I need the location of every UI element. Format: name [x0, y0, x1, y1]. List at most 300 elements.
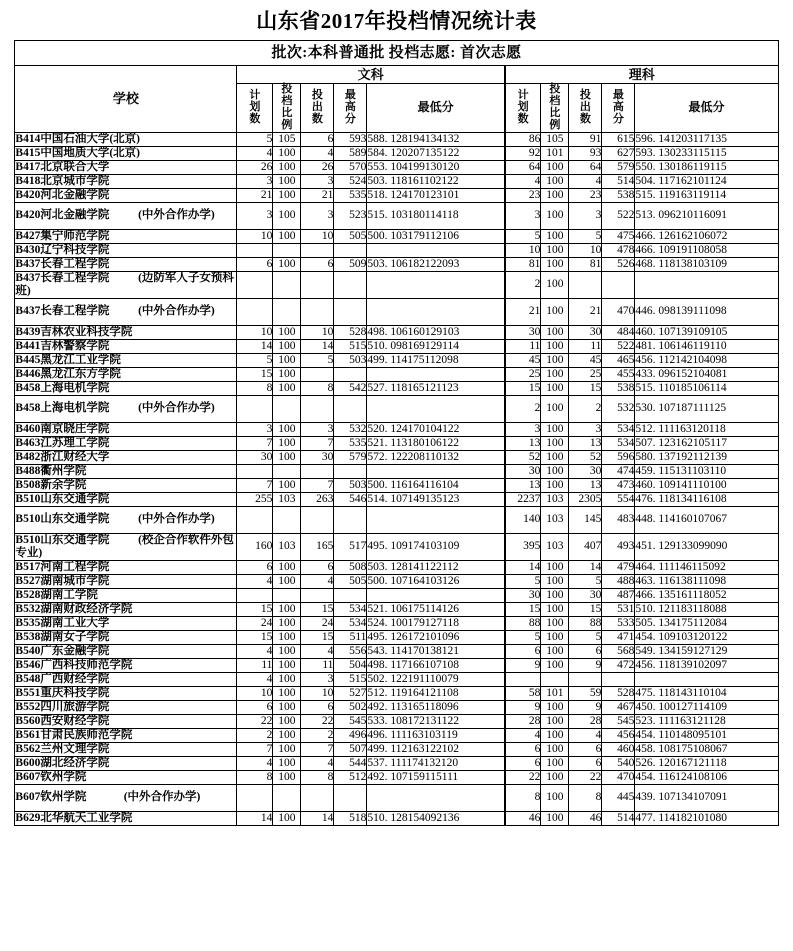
science-admitted-cell: 407: [569, 533, 602, 560]
liberal-low-cell: 518. 124170123101: [367, 188, 505, 202]
liberal-plan-cell: 7: [237, 742, 273, 756]
liberal-low-cell: 514. 107149135123: [367, 492, 505, 506]
table-row: [15, 658, 778, 672]
science-ratio-cell: 100: [541, 602, 569, 616]
science-high-cell: 514: [602, 811, 635, 825]
liberal-high-cell: 505: [334, 229, 367, 243]
liberal-high-cell: [334, 395, 367, 422]
liberal-admitted-cell: 15: [301, 602, 334, 616]
liberal-high-cell: 523: [334, 202, 367, 229]
group-header-liberal-arts: 文科: [237, 66, 505, 84]
table-row: [15, 700, 778, 714]
liberal-high-cell: 545: [334, 714, 367, 728]
science-high-cell: 579: [602, 160, 635, 174]
science-high-cell: 538: [602, 381, 635, 395]
table-row: [15, 616, 778, 630]
liberal-low-cell: 500. 116164116104: [367, 478, 505, 492]
liberal-admitted-cell: 4: [301, 756, 334, 770]
science-high-cell: 467: [602, 700, 635, 714]
science-low-cell: 593. 130233115115: [635, 146, 778, 160]
liberal-high-cell: 534: [334, 602, 367, 616]
science-admitted-cell: 15: [569, 602, 602, 616]
col-header-liberal-low: 最低分: [367, 84, 505, 133]
science-high-cell: 596: [602, 450, 635, 464]
school-name-cell: B535湖南工业大学: [15, 616, 237, 630]
liberal-high-cell: [334, 367, 367, 381]
science-admitted-cell: 15: [569, 381, 602, 395]
science-plan-cell: 64: [505, 160, 541, 174]
science-low-cell: 456. 118139102097: [635, 658, 778, 672]
col-header-liberal-ratio: 投 档 比 例: [273, 84, 301, 133]
col-header-science-low: 最低分: [635, 84, 778, 133]
science-admitted-cell: 23: [569, 188, 602, 202]
science-plan-cell: 30: [505, 588, 541, 602]
liberal-admitted-cell: 7: [301, 478, 334, 492]
liberal-ratio-cell: 100: [273, 658, 301, 672]
science-low-cell: 505. 134175112084: [635, 616, 778, 630]
liberal-low-cell: 537. 111174132120: [367, 756, 505, 770]
liberal-high-cell: 579: [334, 450, 367, 464]
science-plan-cell: 21: [505, 298, 541, 325]
liberal-admitted-cell: 7: [301, 436, 334, 450]
col-header-school: 学校: [15, 66, 237, 133]
science-plan-cell: 45: [505, 353, 541, 367]
liberal-ratio-cell: 100: [273, 714, 301, 728]
liberal-low-cell: 572. 122208110132: [367, 450, 505, 464]
science-low-cell: 504. 117162101124: [635, 174, 778, 188]
science-admitted-cell: 81: [569, 257, 602, 271]
liberal-ratio-cell: 100: [273, 560, 301, 574]
liberal-ratio-cell: [273, 271, 301, 298]
liberal-high-cell: 542: [334, 381, 367, 395]
science-plan-cell: 13: [505, 436, 541, 450]
science-high-cell: 493: [602, 533, 635, 560]
liberal-low-cell: 553. 104199130120: [367, 160, 505, 174]
liberal-plan-cell: 2: [237, 728, 273, 742]
liberal-plan-cell: 255: [237, 492, 273, 506]
science-low-cell: 515. 119163119114: [635, 188, 778, 202]
science-ratio-cell: 100: [541, 298, 569, 325]
table-row: [15, 325, 778, 339]
liberal-ratio-cell: 100: [273, 188, 301, 202]
liberal-plan-cell: 4: [237, 574, 273, 588]
science-low-cell: 446. 098139111098: [635, 298, 778, 325]
science-ratio-cell: 100: [541, 630, 569, 644]
school-name-cell: B546广西科技师范学院: [15, 658, 237, 672]
science-high-cell: 514: [602, 174, 635, 188]
liberal-plan-cell: 26: [237, 160, 273, 174]
liberal-low-cell: [367, 243, 505, 257]
school-name-cell: B437长春工程学院 (边防军人子女预科班): [15, 271, 237, 298]
liberal-ratio-cell: 100: [273, 770, 301, 784]
school-name-cell: B458上海电机学院 (中外合作办学): [15, 395, 237, 422]
liberal-admitted-cell: [301, 464, 334, 478]
liberal-plan-cell: 6: [237, 560, 273, 574]
liberal-ratio-cell: 100: [273, 616, 301, 630]
liberal-plan-cell: [237, 588, 273, 602]
table-row: [15, 353, 778, 367]
liberal-plan-cell: 4: [237, 756, 273, 770]
science-ratio-cell: 100: [541, 188, 569, 202]
science-admitted-cell: 5: [569, 574, 602, 588]
liberal-admitted-cell: 7: [301, 742, 334, 756]
school-name-cell: B629北华航天工业学院: [15, 811, 237, 825]
science-plan-cell: 15: [505, 381, 541, 395]
school-name-cell: B552四川旅游学院: [15, 700, 237, 714]
school-name-cell: B510山东交通学院: [15, 492, 237, 506]
school-name-cell: B446黑龙江东方学院: [15, 367, 237, 381]
science-high-cell: 522: [602, 339, 635, 353]
science-ratio-cell: 100: [541, 422, 569, 436]
science-admitted-cell: 88: [569, 616, 602, 630]
science-ratio-cell: 100: [541, 160, 569, 174]
table-row: [15, 811, 778, 825]
school-name-cell: B527湖南城市学院: [15, 574, 237, 588]
liberal-low-cell: 492. 113165118096: [367, 700, 505, 714]
liberal-low-cell: 499. 114175112098: [367, 353, 505, 367]
liberal-ratio-cell: 103: [273, 492, 301, 506]
group-header-science: 理科: [505, 66, 778, 84]
liberal-high-cell: 556: [334, 644, 367, 658]
science-plan-cell: 5: [505, 574, 541, 588]
science-low-cell: 439. 107134107091: [635, 784, 778, 811]
science-admitted-cell: 3: [569, 422, 602, 436]
science-admitted-cell: 2: [569, 395, 602, 422]
liberal-plan-cell: [237, 298, 273, 325]
science-low-cell: 460. 109141110100: [635, 478, 778, 492]
science-low-cell: 466. 109191108058: [635, 243, 778, 257]
liberal-admitted-cell: [301, 588, 334, 602]
science-plan-cell: 30: [505, 325, 541, 339]
science-plan-cell: 58: [505, 686, 541, 700]
liberal-plan-cell: 14: [237, 811, 273, 825]
school-name-cell: B437长春工程学院: [15, 257, 237, 271]
science-plan-cell: 3: [505, 422, 541, 436]
school-name-cell: B510山东交通学院 (校企合作软件外包专业): [15, 533, 237, 560]
school-name-cell: B430辽宁科技学院: [15, 243, 237, 257]
liberal-ratio-cell: 100: [273, 811, 301, 825]
science-ratio-cell: 100: [541, 229, 569, 243]
school-name-cell: B538湖南女子学院: [15, 630, 237, 644]
science-ratio-cell: 100: [541, 478, 569, 492]
liberal-plan-cell: 22: [237, 714, 273, 728]
liberal-low-cell: 521. 106175114126: [367, 602, 505, 616]
table-row: [15, 533, 778, 560]
liberal-high-cell: 515: [334, 339, 367, 353]
liberal-low-cell: 503. 106182122093: [367, 257, 505, 271]
science-high-cell: 554: [602, 492, 635, 506]
liberal-high-cell: 535: [334, 188, 367, 202]
liberal-high-cell: 535: [334, 436, 367, 450]
liberal-admitted-cell: 4: [301, 644, 334, 658]
liberal-admitted-cell: 3: [301, 202, 334, 229]
liberal-high-cell: 528: [334, 325, 367, 339]
liberal-admitted-cell: 21: [301, 188, 334, 202]
science-plan-cell: 9: [505, 658, 541, 672]
table-row: [15, 560, 778, 574]
liberal-ratio-cell: 100: [273, 728, 301, 742]
science-high-cell: 534: [602, 436, 635, 450]
science-plan-cell: 86: [505, 132, 541, 146]
science-plan-cell: 4: [505, 174, 541, 188]
liberal-plan-cell: 8: [237, 381, 273, 395]
science-admitted-cell: 14: [569, 560, 602, 574]
liberal-admitted-cell: [301, 271, 334, 298]
science-admitted-cell: 45: [569, 353, 602, 367]
liberal-low-cell: 492. 107159115111: [367, 770, 505, 784]
science-high-cell: 473: [602, 478, 635, 492]
liberal-ratio-cell: [273, 784, 301, 811]
liberal-high-cell: 509: [334, 257, 367, 271]
science-admitted-cell: 3: [569, 202, 602, 229]
school-name-cell: B482浙江财经大学: [15, 450, 237, 464]
liberal-ratio-cell: [273, 298, 301, 325]
science-plan-cell: 5: [505, 229, 541, 243]
batch-subtitle: 批次:本科普通批 投档志愿: 首次志愿: [15, 41, 778, 66]
science-admitted-cell: 10: [569, 243, 602, 257]
liberal-low-cell: [367, 298, 505, 325]
science-plan-cell: 52: [505, 450, 541, 464]
liberal-admitted-cell: 6: [301, 132, 334, 146]
science-admitted-cell: 5: [569, 630, 602, 644]
liberal-plan-cell: 6: [237, 700, 273, 714]
table-body: [15, 132, 778, 825]
science-plan-cell: 88: [505, 616, 541, 630]
table-row: [15, 756, 778, 770]
school-name-cell: B417北京联合大学: [15, 160, 237, 174]
liberal-admitted-cell: 10: [301, 325, 334, 339]
science-admitted-cell: 64: [569, 160, 602, 174]
science-admitted-cell: 9: [569, 658, 602, 672]
subtitle-row: [15, 41, 778, 66]
school-name-cell: B437长春工程学院 (中外合作办学): [15, 298, 237, 325]
school-name-cell: B560西安财经学院: [15, 714, 237, 728]
science-low-cell: 466. 126162106072: [635, 229, 778, 243]
liberal-plan-cell: 30: [237, 450, 273, 464]
liberal-plan-cell: [237, 784, 273, 811]
liberal-admitted-cell: 6: [301, 700, 334, 714]
science-admitted-cell: 11: [569, 339, 602, 353]
liberal-admitted-cell: 4: [301, 146, 334, 160]
table-row: [15, 784, 778, 811]
liberal-high-cell: 511: [334, 630, 367, 644]
table-row: [15, 381, 778, 395]
science-plan-cell: 23: [505, 188, 541, 202]
science-ratio-cell: 100: [541, 588, 569, 602]
liberal-high-cell: 534: [334, 616, 367, 630]
liberal-ratio-cell: 103: [273, 533, 301, 560]
liberal-admitted-cell: 14: [301, 811, 334, 825]
science-ratio-cell: 100: [541, 756, 569, 770]
liberal-admitted-cell: [301, 298, 334, 325]
school-name-cell: B445黑龙江工业学院: [15, 353, 237, 367]
school-name-cell: B607钦州学院 (中外合作办学): [15, 784, 237, 811]
science-high-cell: 484: [602, 325, 635, 339]
science-admitted-cell: 4: [569, 174, 602, 188]
science-ratio-cell: 100: [541, 174, 569, 188]
science-ratio-cell: 100: [541, 367, 569, 381]
science-high-cell: 478: [602, 243, 635, 257]
science-high-cell: 455: [602, 367, 635, 381]
science-low-cell: 433. 096152104081: [635, 367, 778, 381]
liberal-admitted-cell: 8: [301, 770, 334, 784]
table-row: [15, 630, 778, 644]
science-low-cell: 456. 112142104098: [635, 353, 778, 367]
liberal-admitted-cell: 165: [301, 533, 334, 560]
liberal-high-cell: 544: [334, 756, 367, 770]
liberal-high-cell: 504: [334, 658, 367, 672]
science-admitted-cell: [569, 271, 602, 298]
liberal-ratio-cell: 100: [273, 742, 301, 756]
science-admitted-cell: 6: [569, 644, 602, 658]
science-low-cell: 507. 123162105117: [635, 436, 778, 450]
table-row: [15, 436, 778, 450]
liberal-admitted-cell: 22: [301, 714, 334, 728]
liberal-high-cell: [334, 588, 367, 602]
science-low-cell: 454. 116124108106: [635, 770, 778, 784]
liberal-plan-cell: 7: [237, 478, 273, 492]
science-high-cell: 465: [602, 353, 635, 367]
liberal-ratio-cell: 100: [273, 478, 301, 492]
table-row: [15, 728, 778, 742]
liberal-low-cell: [367, 588, 505, 602]
school-name-cell: B463江苏理工学院: [15, 436, 237, 450]
science-ratio-cell: 100: [541, 202, 569, 229]
science-low-cell: 460. 107139109105: [635, 325, 778, 339]
science-plan-cell: 13: [505, 478, 541, 492]
science-ratio-cell: 100: [541, 381, 569, 395]
liberal-admitted-cell: [301, 367, 334, 381]
liberal-plan-cell: 15: [237, 367, 273, 381]
science-low-cell: 530. 107187111125: [635, 395, 778, 422]
science-ratio-cell: 103: [541, 533, 569, 560]
science-plan-cell: 2: [505, 271, 541, 298]
science-high-cell: 470: [602, 770, 635, 784]
science-admitted-cell: 9: [569, 700, 602, 714]
science-high-cell: 479: [602, 560, 635, 574]
liberal-ratio-cell: 100: [273, 146, 301, 160]
liberal-low-cell: 498. 117166107108: [367, 658, 505, 672]
science-ratio-cell: 100: [541, 436, 569, 450]
science-ratio-cell: 100: [541, 811, 569, 825]
liberal-admitted-cell: 2: [301, 728, 334, 742]
science-plan-cell: 140: [505, 506, 541, 533]
science-low-cell: 454. 110148095101: [635, 728, 778, 742]
liberal-low-cell: [367, 367, 505, 381]
liberal-ratio-cell: 100: [273, 436, 301, 450]
liberal-ratio-cell: 100: [273, 381, 301, 395]
liberal-low-cell: 533. 108172131122: [367, 714, 505, 728]
liberal-plan-cell: 3: [237, 174, 273, 188]
school-name-cell: B418北京城市学院: [15, 174, 237, 188]
liberal-high-cell: 527: [334, 686, 367, 700]
science-plan-cell: 25: [505, 367, 541, 381]
school-name-cell: B420河北金融学院 (中外合作办学): [15, 202, 237, 229]
liberal-ratio-cell: 100: [273, 202, 301, 229]
school-name-cell: B460南京晓庄学院: [15, 422, 237, 436]
table-row: [15, 450, 778, 464]
table-row: [15, 506, 778, 533]
liberal-low-cell: 495. 109174103109: [367, 533, 505, 560]
liberal-low-cell: 588. 128194134132: [367, 132, 505, 146]
table-row: [15, 742, 778, 756]
table-row: [15, 574, 778, 588]
school-name-cell: B607钦州学院: [15, 770, 237, 784]
liberal-high-cell: [334, 506, 367, 533]
liberal-plan-cell: [237, 243, 273, 257]
science-ratio-cell: 103: [541, 492, 569, 506]
liberal-high-cell: [334, 784, 367, 811]
science-ratio-cell: 100: [541, 339, 569, 353]
table-row: [15, 160, 778, 174]
school-name-cell: B488衢州学院: [15, 464, 237, 478]
science-ratio-cell: 100: [541, 257, 569, 271]
liberal-admitted-cell: 10: [301, 686, 334, 700]
science-high-cell: 474: [602, 464, 635, 478]
liberal-ratio-cell: 100: [273, 367, 301, 381]
table-row: [15, 672, 778, 686]
science-admitted-cell: 59: [569, 686, 602, 700]
science-admitted-cell: 8: [569, 784, 602, 811]
science-low-cell: 454. 109103120122: [635, 630, 778, 644]
liberal-high-cell: 546: [334, 492, 367, 506]
table-row: [15, 686, 778, 700]
liberal-ratio-cell: 100: [273, 644, 301, 658]
liberal-ratio-cell: 100: [273, 229, 301, 243]
liberal-low-cell: 498. 106160129103: [367, 325, 505, 339]
liberal-low-cell: 584. 120207135122: [367, 146, 505, 160]
science-admitted-cell: 46: [569, 811, 602, 825]
science-ratio-cell: 100: [541, 728, 569, 742]
col-header-liberal-high: 最 高 分: [334, 84, 367, 133]
science-admitted-cell: 93: [569, 146, 602, 160]
liberal-admitted-cell: [301, 784, 334, 811]
liberal-ratio-cell: 100: [273, 450, 301, 464]
science-ratio-cell: 100: [541, 770, 569, 784]
science-admitted-cell: 5: [569, 229, 602, 243]
science-plan-cell: 6: [505, 756, 541, 770]
science-high-cell: 488: [602, 574, 635, 588]
liberal-low-cell: 515. 103180114118: [367, 202, 505, 229]
table-row: [15, 367, 778, 381]
science-admitted-cell: 91: [569, 132, 602, 146]
school-name-cell: B420河北金融学院: [15, 188, 237, 202]
science-plan-cell: 22: [505, 770, 541, 784]
science-ratio-cell: 100: [541, 742, 569, 756]
science-high-cell: 532: [602, 395, 635, 422]
science-plan-cell: 3: [505, 202, 541, 229]
liberal-ratio-cell: [273, 588, 301, 602]
liberal-high-cell: [334, 243, 367, 257]
liberal-high-cell: 503: [334, 478, 367, 492]
science-ratio-cell: 100: [541, 644, 569, 658]
science-admitted-cell: 28: [569, 714, 602, 728]
admission-statistics-table: [14, 40, 778, 826]
liberal-high-cell: 589: [334, 146, 367, 160]
liberal-high-cell: 502: [334, 700, 367, 714]
liberal-admitted-cell: 11: [301, 658, 334, 672]
science-admitted-cell: 30: [569, 588, 602, 602]
science-admitted-cell: 13: [569, 478, 602, 492]
science-admitted-cell: 22: [569, 770, 602, 784]
science-ratio-cell: 100: [541, 574, 569, 588]
table-row: [15, 602, 778, 616]
science-admitted-cell: 4: [569, 728, 602, 742]
liberal-low-cell: 520. 124170104122: [367, 422, 505, 436]
table-row: [15, 146, 778, 160]
liberal-ratio-cell: [273, 506, 301, 533]
table-row: [15, 714, 778, 728]
